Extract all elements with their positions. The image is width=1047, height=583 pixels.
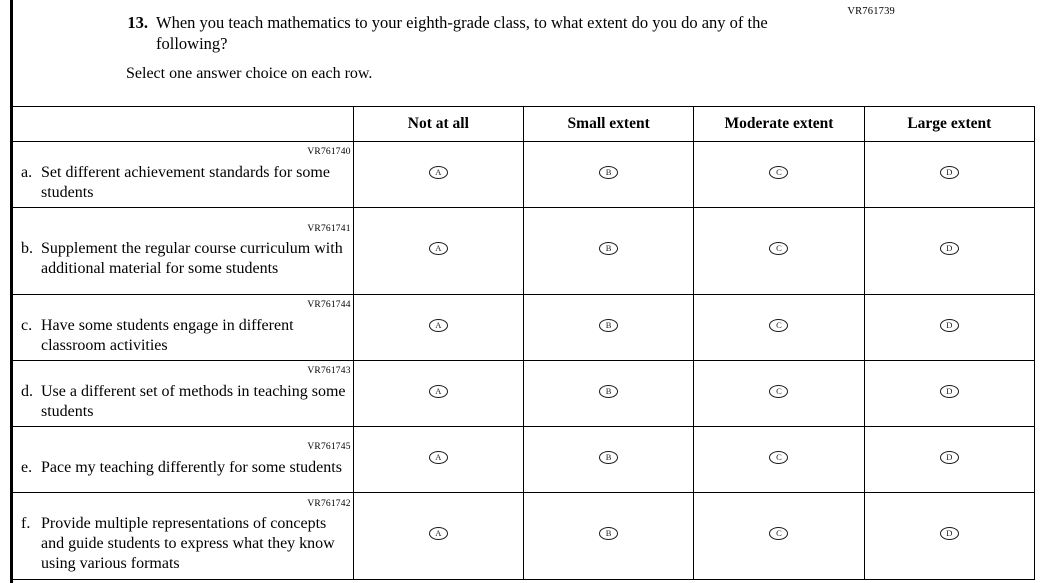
bubble-letter: B: [605, 385, 612, 396]
radio-bubble[interactable]: [599, 319, 618, 332]
bubble-letter: B: [605, 528, 612, 538]
bubble-letter: D: [946, 243, 953, 253]
radio-bubble[interactable]: [769, 166, 788, 179]
radio-bubble[interactable]: [599, 166, 618, 179]
radio-bubble[interactable]: [940, 451, 959, 464]
option-b-small-extent[interactable]: [523, 208, 693, 295]
radio-bubble[interactable]: [940, 166, 959, 179]
row-label-c: Have some students engage in different classroom activities: [41, 316, 294, 354]
option-d-small-extent[interactable]: [523, 361, 693, 427]
radio-bubble[interactable]: [429, 527, 448, 540]
bubble-letter: C: [776, 528, 782, 538]
row-label-b: Supplement the regular course curriculum with additional material for some students: [41, 240, 343, 278]
bubble-letter: D: [946, 451, 953, 462]
radio-bubble[interactable]: [940, 385, 959, 398]
table-row: [13, 361, 1035, 427]
row-stem-d: [13, 361, 354, 427]
row-stem-b: [13, 208, 354, 295]
option-c-moderate-extent[interactable]: [694, 295, 864, 361]
radio-bubble[interactable]: [940, 527, 959, 540]
matrix-header-row: [13, 107, 1035, 142]
radio-bubble[interactable]: [769, 242, 788, 255]
bubble-letter: A: [435, 385, 442, 396]
option-d-moderate-extent[interactable]: [694, 361, 864, 427]
row-letter-a: a.: [21, 163, 33, 181]
matrix-body: [13, 142, 1035, 580]
row-id-e: VR761745: [307, 442, 351, 453]
radio-bubble[interactable]: [429, 451, 448, 464]
option-f-not-at-all[interactable]: [353, 493, 523, 580]
header-not-at-all: Not at all: [353, 107, 523, 142]
bubble-letter: D: [946, 528, 953, 538]
bubble-letter: A: [435, 319, 442, 330]
table-row: [13, 493, 1035, 580]
row-id-f: VR761742: [307, 498, 351, 509]
row-id-c: VR761744: [307, 300, 351, 311]
row-stem-a: [13, 142, 354, 208]
bubble-letter: C: [776, 385, 782, 396]
bubble-letter: B: [605, 166, 612, 177]
row-letter-f: f.: [21, 515, 31, 533]
bubble-letter: A: [435, 528, 442, 538]
option-e-large-extent[interactable]: [864, 427, 1034, 493]
row-letter-b: b.: [21, 240, 33, 258]
table-row: [13, 208, 1035, 295]
option-d-not-at-all[interactable]: [353, 361, 523, 427]
radio-bubble[interactable]: [429, 166, 448, 179]
option-c-small-extent[interactable]: [523, 295, 693, 361]
bubble-letter: B: [605, 319, 612, 330]
radio-bubble[interactable]: [769, 527, 788, 540]
radio-bubble[interactable]: [769, 319, 788, 332]
radio-bubble[interactable]: [940, 319, 959, 332]
bubble-letter: B: [605, 451, 612, 462]
radio-bubble[interactable]: [429, 385, 448, 398]
option-f-moderate-extent[interactable]: [694, 493, 864, 580]
option-c-large-extent[interactable]: [864, 295, 1034, 361]
option-e-not-at-all[interactable]: [353, 427, 523, 493]
row-label-a: Set different achievement standards for some students: [41, 163, 330, 201]
radio-bubble[interactable]: [599, 451, 618, 464]
bubble-letter: C: [776, 166, 782, 177]
bubble-letter: A: [435, 451, 442, 462]
header-large-extent: Large extent: [864, 107, 1034, 142]
header-stem: [13, 107, 354, 142]
bubble-letter: C: [776, 451, 782, 462]
bubble-letter: A: [435, 166, 442, 177]
row-label-d: Use a different set of methods in teaching some students: [41, 382, 346, 420]
option-e-moderate-extent[interactable]: [694, 427, 864, 493]
bubble-letter: D: [946, 385, 953, 396]
header-small-extent: Small extent: [523, 107, 693, 142]
row-letter-c: c.: [21, 316, 33, 334]
option-a-moderate-extent[interactable]: [694, 142, 864, 208]
bubble-letter: C: [776, 319, 782, 330]
option-b-not-at-all[interactable]: [353, 208, 523, 295]
bubble-letter: C: [776, 243, 782, 253]
option-d-large-extent[interactable]: [864, 361, 1034, 427]
row-letter-d: d.: [21, 382, 33, 400]
question-text: When you teach mathematics to your eighth-grade class, to what extent do you do any of the following?: [156, 13, 768, 54]
instruction-text: Select one answer choice on each row.: [126, 65, 373, 82]
bubble-letter: D: [946, 319, 953, 330]
option-e-small-extent[interactable]: [523, 427, 693, 493]
question-block: [118, 12, 818, 54]
option-a-not-at-all[interactable]: [353, 142, 523, 208]
option-c-not-at-all[interactable]: [353, 295, 523, 361]
row-id-d: VR761743: [307, 366, 351, 377]
option-f-large-extent[interactable]: [864, 493, 1034, 580]
table-row: [13, 142, 1035, 208]
radio-bubble[interactable]: [429, 319, 448, 332]
table-row: [13, 427, 1035, 493]
row-id-b: VR761741: [307, 223, 351, 234]
row-label-e: Pace my teaching differently for some students: [41, 458, 342, 476]
header-moderate-extent: Moderate extent: [694, 107, 864, 142]
option-a-small-extent[interactable]: [523, 142, 693, 208]
table-row: [13, 295, 1035, 361]
option-f-small-extent[interactable]: [523, 493, 693, 580]
bubble-letter: A: [435, 243, 442, 253]
radio-bubble[interactable]: [599, 385, 618, 398]
row-stem-c: [13, 295, 354, 361]
radio-bubble[interactable]: [940, 242, 959, 255]
bubble-letter: D: [946, 166, 953, 177]
option-a-large-extent[interactable]: [864, 142, 1034, 208]
radio-bubble[interactable]: [769, 385, 788, 398]
row-id-a: VR761740: [307, 147, 351, 158]
radio-bubble[interactable]: [599, 242, 618, 255]
option-b-moderate-extent[interactable]: [694, 208, 864, 295]
radio-bubble[interactable]: [429, 242, 448, 255]
response-matrix: [12, 106, 1035, 580]
row-letter-e: e.: [21, 458, 33, 476]
bubble-letter: B: [605, 243, 612, 253]
question-number: 13.: [127, 13, 148, 32]
row-stem-f: [13, 493, 354, 580]
option-b-large-extent[interactable]: [864, 208, 1034, 295]
radio-bubble[interactable]: [769, 451, 788, 464]
question-block-id: VR761739: [847, 6, 895, 17]
row-label-f: Provide multiple representations of concepts and guide students to express what they know using various formats: [41, 515, 335, 573]
radio-bubble[interactable]: [599, 527, 618, 540]
row-stem-e: [13, 427, 354, 493]
